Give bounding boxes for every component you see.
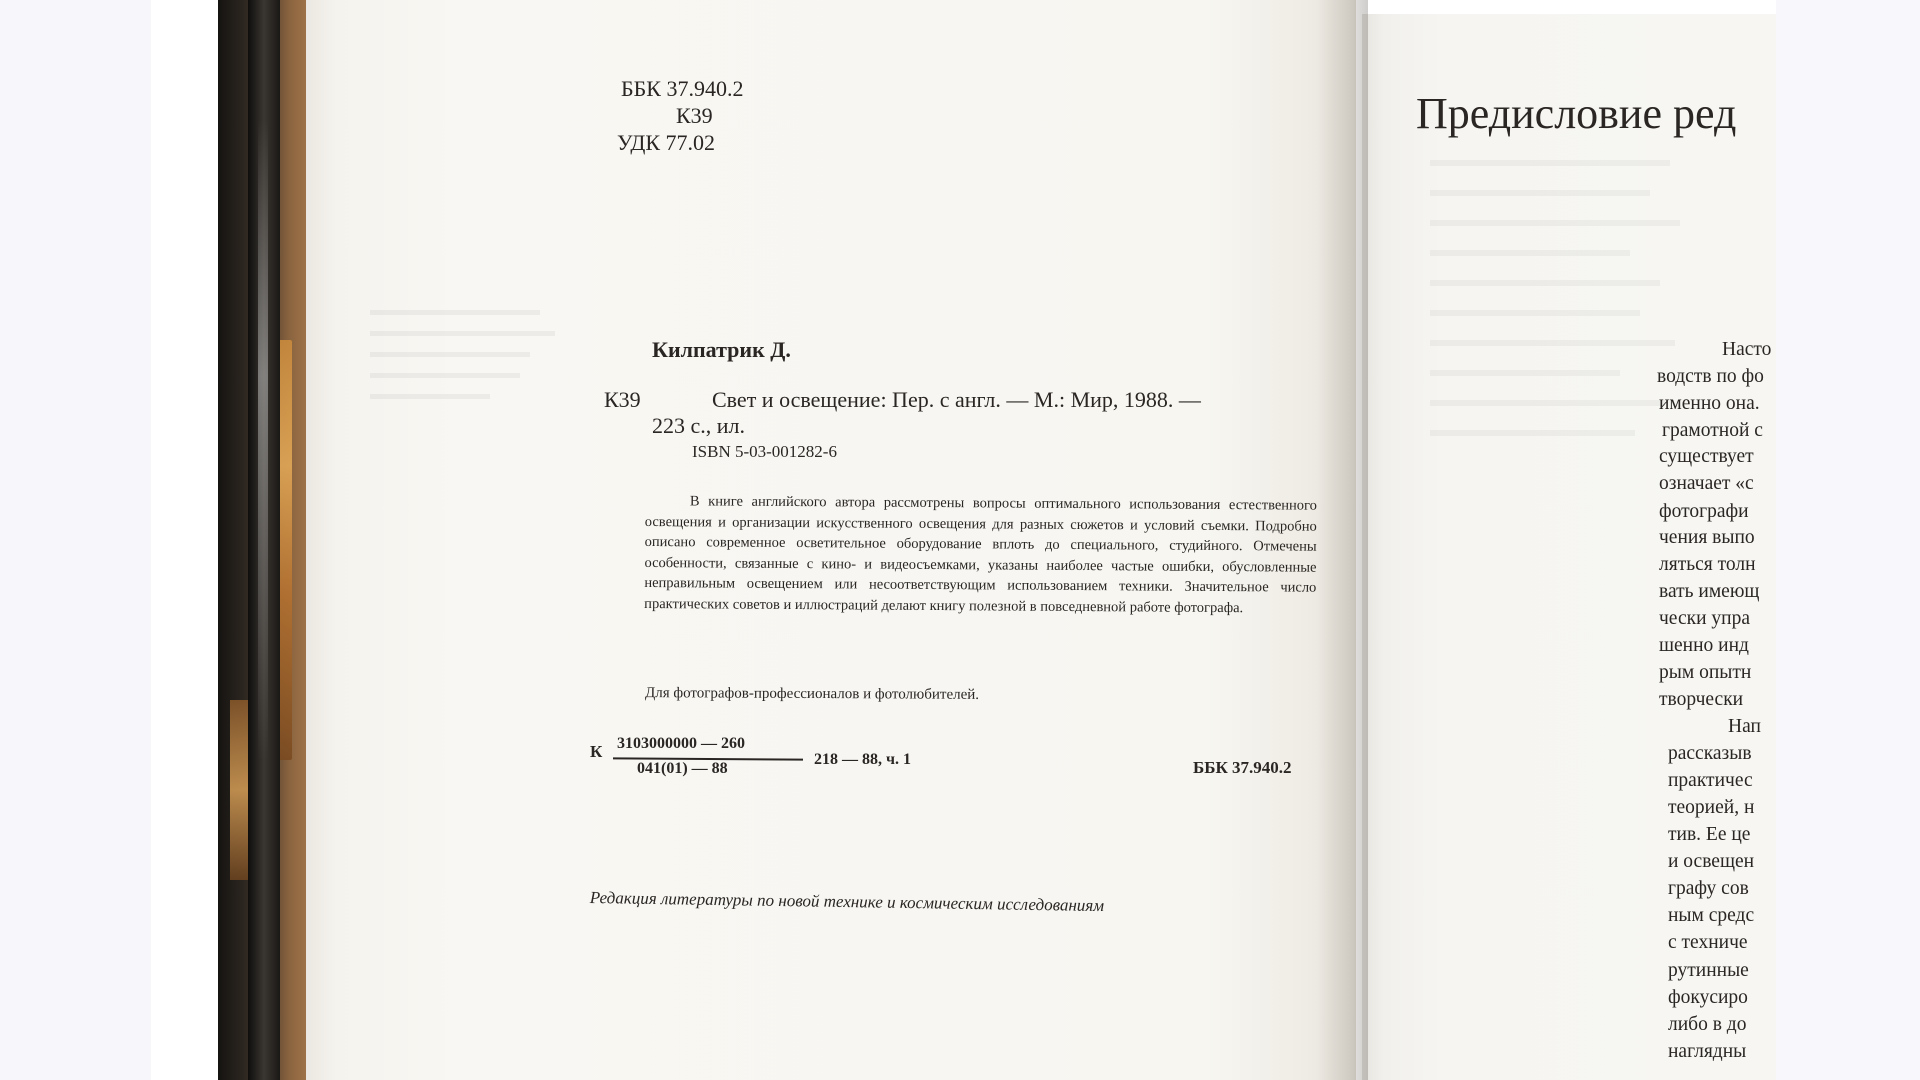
book-abstract: В книге английского автора рассмотрены вопросы оптимального использования естественного освещения и организации искусственного освещения для разных сюжетов и условий съемки. Подробно описано современное осветительное оборудование вплоть до специального, студийного. Отмечены особенности, связанные с кино- и видеосъемками, указаны наиболее частые ошибки, обусловленные неправильным освещением или несоответствующим использованием техники. Значительное число практических советов и иллюстраций делают книгу полезной в повседневной работе фотографа. <box>644 493 1317 617</box>
preface-line: графу сов <box>1668 878 1749 899</box>
bibliographic-entry-line-1: Свет и освещение: Пер. с англ. — М.: Мир, 1988. — <box>712 387 1201 412</box>
author-name: Килпатрик Д. <box>652 337 791 362</box>
preface-line: теорией, н <box>1668 797 1755 818</box>
background-left <box>0 0 151 1080</box>
entry-author-mark: К39 <box>604 387 641 412</box>
preface-line: существует <box>1659 446 1754 467</box>
preface-line: водств по фо <box>1657 366 1764 387</box>
page-gutter-shadow <box>1318 0 1368 1080</box>
catalog-order-number: 218 — 88, ч. 1 <box>814 751 912 768</box>
editorial-office-line: Редакция литературы по новой технике и космическим исследованиям <box>589 888 1105 916</box>
isbn: ISBN 5-03-001282-6 <box>692 442 837 461</box>
preface-line: практичес <box>1668 770 1753 791</box>
preface-line: либо в до <box>1668 1014 1747 1035</box>
preface-line: творчески <box>1659 689 1744 710</box>
preface-line: рассказыв <box>1668 743 1752 764</box>
preface-line: фокусиро <box>1668 987 1748 1008</box>
author-mark-top: К39 <box>676 103 713 128</box>
preface-line: тив. Ее це <box>1668 824 1751 845</box>
preface-line: Насто <box>1722 339 1772 360</box>
preface-line: фотографи <box>1659 501 1749 522</box>
preface-line: вать имеющ <box>1659 581 1760 602</box>
preface-line: чески упра <box>1659 608 1750 629</box>
bibliographic-entry-line-2: 223 с., ил. <box>652 413 746 438</box>
udk-code-top: УДК 77.02 <box>617 130 716 155</box>
preface-line: именно она. <box>1659 393 1760 414</box>
preface-line: ляться толн <box>1659 554 1756 575</box>
catalog-numerator: 3103000000 — 260 <box>617 735 745 752</box>
show-through-lines-right <box>1430 160 1690 460</box>
preface-line: наглядны <box>1668 1041 1747 1062</box>
catalog-letter: К <box>590 742 603 761</box>
audience-note: Для фотографов-профессионалов и фотолюбителей. <box>644 685 980 703</box>
preface-line: рутинные <box>1668 960 1749 981</box>
preface-title: Предисловие ред <box>1416 89 1737 138</box>
background-right <box>1776 0 1920 1080</box>
catalog-denominator: 041(01) — 88 <box>637 760 728 777</box>
preface-line: ным средс <box>1668 905 1755 926</box>
preface-line: грамотной с <box>1662 420 1763 441</box>
preface-line: Нап <box>1728 716 1761 737</box>
bbk-code-bottom: ББК 37.940.2 <box>1193 758 1292 777</box>
preface-line: с техниче <box>1668 932 1748 953</box>
preface-line: шенно инд <box>1659 635 1749 656</box>
preface-line: чения выпо <box>1659 527 1755 548</box>
preface-line: означает «с <box>1659 473 1754 494</box>
bbk-code-top: ББК 37.940.2 <box>621 76 744 101</box>
show-through-lines-left <box>370 310 570 415</box>
preface-line: рым опытн <box>1659 662 1752 683</box>
spine-highlight <box>258 120 268 760</box>
preface-line: и освещен <box>1668 851 1755 872</box>
